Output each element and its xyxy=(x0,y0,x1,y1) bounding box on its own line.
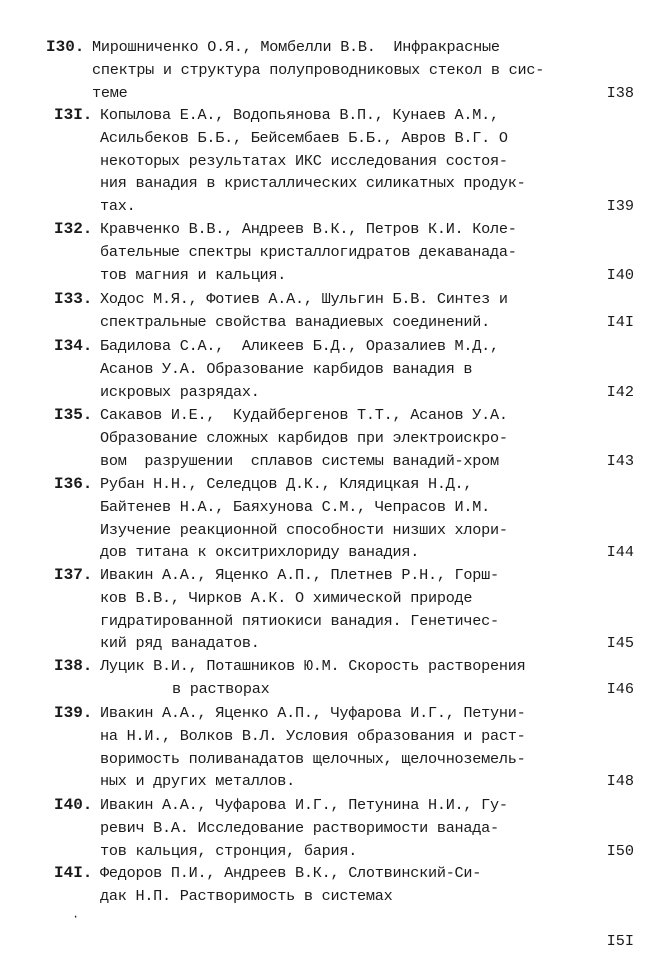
entry-line: Образование сложных карбидов при электроискро- xyxy=(100,428,508,447)
entry-137 xyxy=(0,564,658,655)
entry-line: спектральные свойства ванадиевых соединений. xyxy=(100,312,491,331)
entry-line: Сакавов И.Е., Кудайбергенов Т.Т., Асанов У.А. xyxy=(100,406,508,424)
entry-line: ных и других металлов. xyxy=(100,772,296,791)
entry-133 xyxy=(0,288,658,334)
page-number: I39 xyxy=(606,197,634,216)
page-number: I46 xyxy=(606,679,634,698)
entry-line: вом разрушении сплавов системы ванадий-хром xyxy=(100,451,499,470)
entry-line: Ивакин А.А., Яценко А.П., Плетнев Р.Н., Горш- xyxy=(100,566,499,584)
entry-line: ния ванадия в кристаллических силикатных продук- xyxy=(100,174,526,193)
entry-line: тов магния и кальция. xyxy=(100,265,287,284)
entry-number: I40. xyxy=(54,796,93,814)
entry-line: некоторых результатах ИКС исследования состоя- xyxy=(100,151,508,170)
entry-line: Бадилова С.А., Аликеев Б.Д., Оразалиев М.Д., xyxy=(100,337,499,355)
entry-line: ков В.В., Чирков А.К. О химической природе xyxy=(100,588,473,607)
entry-line: ревич В.А. Исследование растворимости ванада- xyxy=(100,818,499,837)
entry-line: бательные спектры кристаллогидратов декаванада- xyxy=(100,242,517,261)
entry-132 xyxy=(0,218,658,286)
entry-139 xyxy=(0,702,658,793)
entry-line: дак Н.П. Растворимость в системах xyxy=(100,886,393,905)
entry-line: Рубан Н.Н., Селедцов Д.К., Клядицкая Н.Д., xyxy=(100,475,473,493)
entry-number: I38. xyxy=(54,657,93,675)
entry-140 xyxy=(0,794,658,862)
page-number: I38 xyxy=(606,83,634,102)
entry-number: I32. xyxy=(54,220,93,238)
entry-line: Федоров П.И., Андреев В.К., Слотвинский-Си- xyxy=(100,864,482,882)
entry-number: I33. xyxy=(54,290,93,308)
entry-line: искровых разрядах. xyxy=(100,382,260,401)
entry-line: спектры и структура полупроводниковых стекол в сис- xyxy=(92,60,545,79)
entry-line: Мирошниченко О.Я., Момбелли В.В. Инфракрасные xyxy=(92,38,500,56)
entry-line: теме xyxy=(92,83,128,102)
entry-line: Асильбеков Б.Б., Бейсембаев Б.Б., Авров В.Г. О xyxy=(100,128,508,147)
entry-number: I39. xyxy=(54,704,93,722)
entry-line: на Н.И., Волков В.Л. Условия образования и раст- xyxy=(100,726,526,745)
entry-line: тов кальция, стронция, бария. xyxy=(100,841,358,860)
entry-line: воримость поливанадатов щелочных, щелочноземель- xyxy=(100,749,526,768)
entry-line: кий ряд ванадатов. xyxy=(100,634,260,653)
entry-number: I34. xyxy=(54,337,93,355)
scan-speck: · xyxy=(72,910,80,924)
entry-line: Копылова Е.А., Водопьянова В.П., Кунаев А.М., xyxy=(100,106,499,124)
entry-138 xyxy=(0,655,658,701)
entry-number: I3I. xyxy=(54,106,93,124)
entry-line: Байтенев Н.А., Баяхунова С.М., Чепрасов И.М. xyxy=(100,497,491,516)
page-number: I44 xyxy=(606,543,634,562)
entry-134 xyxy=(0,335,658,403)
page-number: I43 xyxy=(606,451,634,470)
entry-135 xyxy=(0,404,658,472)
entry-line: Ходос М.Я., Фотиев А.А., Шульгин Б.В. Синтез и xyxy=(100,290,508,308)
entry-number: I36. xyxy=(54,475,93,493)
entry-line: в растворах xyxy=(172,679,270,698)
entry-line: Луцик В.И., Поташников Ю.М. Скорость растворения xyxy=(100,657,526,675)
page-number: I45 xyxy=(606,634,634,653)
entry-141 xyxy=(0,862,658,950)
entry-line: Изучение реакционной способности низших хлори- xyxy=(100,520,508,539)
entry-line: Ивакин А.А., Яценко А.П., Чуфарова И.Г., Петуни- xyxy=(100,704,526,722)
entry-line: дов титана к окситрихлориду ванадия. xyxy=(100,543,420,562)
entry-number: I4I. xyxy=(54,864,93,882)
entry-line: Ивакин А.А., Чуфарова И.Г., Петунина Н.И., Гу- xyxy=(100,796,508,814)
page-number: I40 xyxy=(606,265,634,284)
entry-130 xyxy=(0,36,658,104)
entry-line: гидратированной пятиокиси ванадия. Генетичес- xyxy=(100,611,499,630)
entry-number: I37. xyxy=(54,566,93,584)
entry-line: Кравченко В.В., Андреев В.К., Петров К.И. Коле- xyxy=(100,220,517,238)
page-number: I42 xyxy=(606,382,634,401)
page-number: I4I xyxy=(606,312,634,331)
page-number: I48 xyxy=(606,772,634,791)
entry-line: Асанов У.А. Образование карбидов ванадия в xyxy=(100,359,473,378)
entry-number: I30. xyxy=(46,38,85,56)
entry-136 xyxy=(0,473,658,564)
entry-131 xyxy=(0,104,658,218)
entry-number: I35. xyxy=(54,406,93,424)
entry-line: тах. xyxy=(100,197,136,216)
page-number: I5I xyxy=(606,932,634,950)
page-number: I50 xyxy=(606,841,634,860)
